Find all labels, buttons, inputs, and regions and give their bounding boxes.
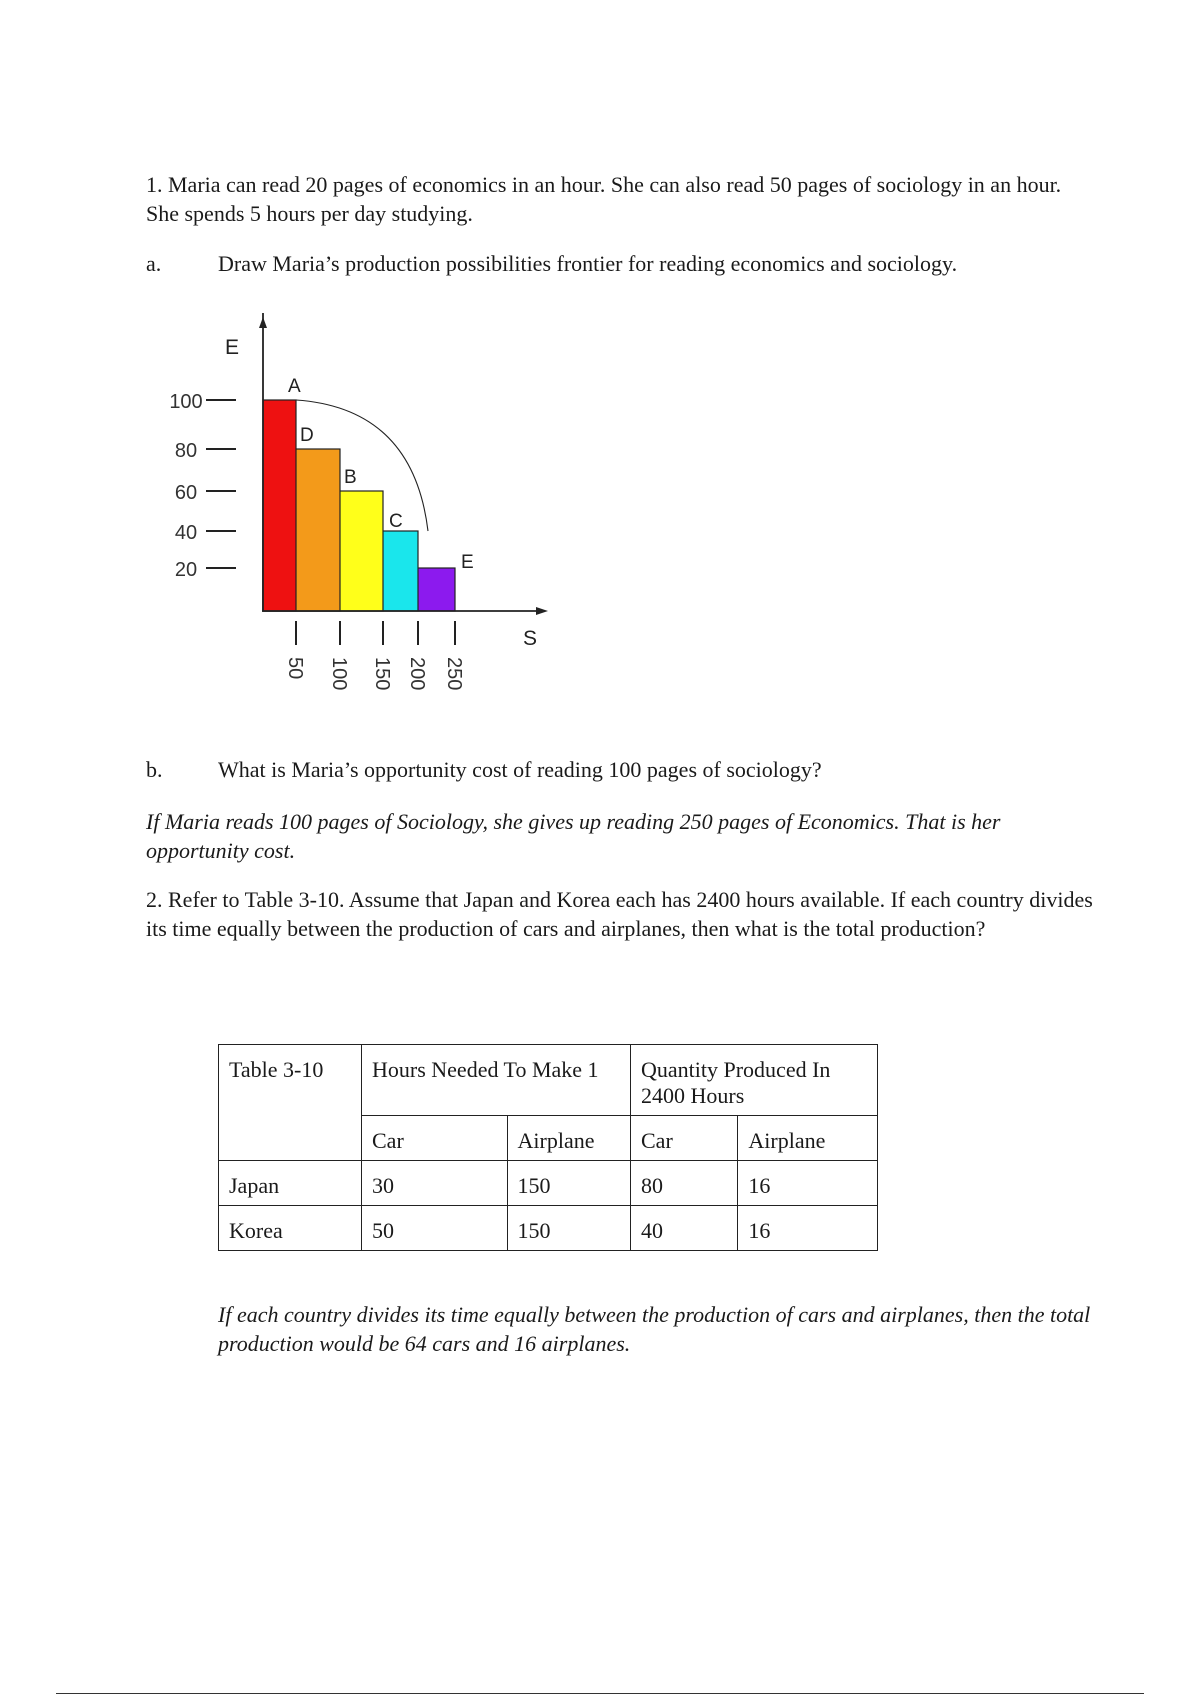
table-row <box>219 1206 878 1251</box>
table-row <box>219 1161 878 1206</box>
y-ticks <box>169 391 236 581</box>
question-2-text: 2. Refer to Table 3-10. Assume that Japan and Korea each has 2400 hours available. If each country divides its time equally between the production of cars and airplanes, then what is the total production? <box>146 887 1093 941</box>
ppf-chart <box>150 305 570 705</box>
table-cell: 150 <box>507 1161 630 1206</box>
table-cell: 16 <box>738 1161 878 1206</box>
table-cell-country: Japan <box>219 1161 362 1206</box>
point-label: B <box>344 467 357 488</box>
point-label: C <box>389 511 403 532</box>
table-subheader: Car <box>631 1116 738 1161</box>
x-tick-label: 200 <box>406 657 428 691</box>
table-group-quantity: Quantity Produced In 2400 Hours <box>631 1045 878 1116</box>
y-tick-label: 100 <box>169 391 203 413</box>
point-label: D <box>300 425 314 446</box>
point-label: A <box>288 376 301 397</box>
table-cell: 40 <box>631 1206 738 1251</box>
question-1-text: 1. Maria can read 20 pages of economics in an hour. She can also read 50 pages of sociology in an hour. She spends 5 hours per day studying. <box>146 172 1062 226</box>
part-b-text: What is Maria’s opportunity cost of reading 100 pages of sociology? <box>218 757 822 782</box>
question-2-answer: If each country divides its time equally between the production of cars and airplanes, then the total production would be 64 cars and 16 airplanes. <box>218 1302 1091 1356</box>
x-tick-label: 150 <box>371 657 393 691</box>
point-label: E <box>461 552 474 573</box>
table-subheader: Car <box>362 1116 508 1161</box>
table-cell: 150 <box>507 1206 630 1251</box>
x-ticks <box>284 621 465 690</box>
table-cell-country: Korea <box>219 1206 362 1251</box>
bar <box>263 400 296 611</box>
part-a-text: Draw Maria’s production possibilities frontier for reading economics and sociology. <box>218 251 958 276</box>
x-tick-label: 250 <box>443 657 465 691</box>
table-cell: 80 <box>631 1161 738 1206</box>
y-tick-label: 80 <box>174 440 198 462</box>
y-tick-label: 60 <box>174 482 198 504</box>
y-tick-label: 20 <box>174 559 198 581</box>
chart-bars <box>263 400 455 611</box>
x-tick-label: 100 <box>328 657 350 691</box>
table-cell: 50 <box>362 1206 508 1251</box>
table-group-hours: Hours Needed To Make 1 <box>362 1045 631 1116</box>
x-tick-label: 50 <box>284 657 306 680</box>
footer-rule <box>56 1693 1144 1694</box>
y-tick-label: 40 <box>174 522 198 544</box>
table-subheader: Airplane <box>738 1116 878 1161</box>
part-b-label: b. <box>146 757 163 782</box>
x-axis-arrow <box>536 607 548 615</box>
table-cell: 30 <box>362 1161 508 1206</box>
x-axis-label: S <box>522 627 538 650</box>
y-axis-arrow <box>259 317 267 328</box>
table-subheader: Airplane <box>507 1116 630 1161</box>
table-title: Table 3-10 <box>219 1045 362 1161</box>
table-3-10 <box>218 1044 878 1251</box>
part-a-label: a. <box>146 251 162 276</box>
y-axis-label: E <box>224 336 240 359</box>
table-cell: 16 <box>738 1206 878 1251</box>
part-b-answer: If Maria reads 100 pages of Sociology, she gives up reading 250 pages of Economics. That is her opportunity cost. <box>146 809 1001 863</box>
